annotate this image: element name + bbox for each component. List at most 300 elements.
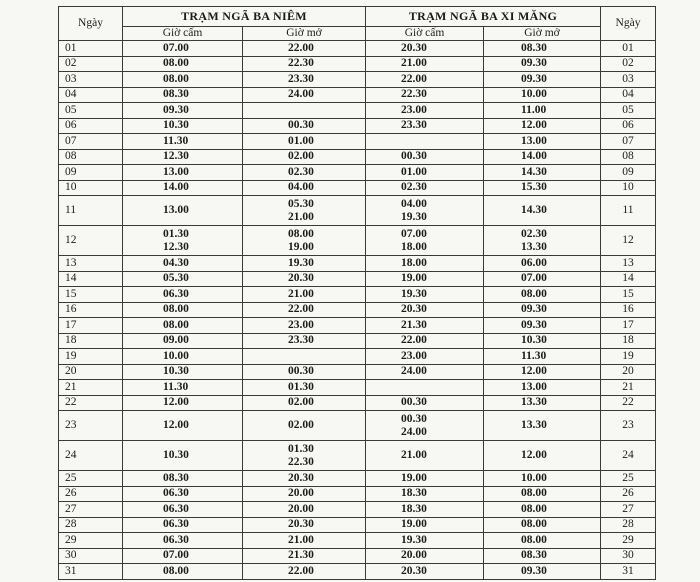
day-cell-right: 06 [601,118,656,134]
ximang-close-cell [366,180,484,196]
table-row [59,333,656,349]
time-value: 07.00 [163,41,189,54]
ximang-open-header: Giờ mở [484,27,601,41]
niem-open-cell [243,395,366,411]
niem-open-cell [243,502,366,518]
ximang-close-cell [366,226,484,256]
day-cell-left: 23 [59,411,123,441]
time-value: 10.00 [521,88,547,101]
ximang-close-cell [366,502,484,518]
niem-close-cell [123,441,243,471]
ximang-close-cell [366,471,484,487]
day-cell-left: 04 [59,87,123,103]
ximang-close-cell [366,548,484,564]
time-value: 07.00 [163,549,189,562]
time-value: 21.00 [288,210,314,223]
time-value: 07.00 [521,272,547,285]
table-row [59,411,656,441]
table-row [59,287,656,303]
niem-open-cell [243,134,366,150]
day-cell-left: 12 [59,226,123,256]
ximang-close-header: Giờ cấm [366,27,484,41]
ximang-close-cell [366,118,484,134]
time-value: 06.30 [163,533,189,546]
day-cell-right: 14 [601,271,656,287]
time-value: 08.30 [521,41,547,54]
ximang-close-cell [366,41,484,57]
time-value: 00.30 [401,396,427,409]
time-value: 11.30 [163,380,189,393]
time-value: 13.00 [521,380,547,393]
day-header-right: Ngày [601,7,656,41]
niem-close-cell [123,118,243,134]
table-row [59,271,656,287]
niem-open-cell [243,87,366,103]
time-value: 18.30 [401,502,427,515]
ximang-close-cell [366,349,484,365]
day-cell-right: 20 [601,364,656,380]
day-cell-left: 22 [59,395,123,411]
day-cell-left: 24 [59,441,123,471]
niem-close-cell [123,302,243,318]
ximang-open-cell [484,395,601,411]
time-value: 14.00 [521,150,547,163]
day-cell-right: 01 [601,41,656,57]
time-value: 22.00 [288,41,314,54]
niem-open-cell [243,271,366,287]
time-value: 20.00 [288,502,314,515]
time-value: 10.30 [163,449,189,461]
time-value: 19.00 [401,272,427,285]
table-row [59,149,656,165]
day-cell-right: 12 [601,226,656,256]
day-cell-left: 16 [59,302,123,318]
ximang-close-cell [366,441,484,471]
time-value: 08.00 [521,502,547,515]
niem-close-cell [123,271,243,287]
day-cell-left: 10 [59,180,123,196]
time-value: 12.00 [521,119,547,132]
niem-close-cell [123,564,243,580]
niem-close-cell [123,486,243,502]
niem-close-cell [123,165,243,181]
niem-close-cell [123,471,243,487]
day-cell-left: 09 [59,165,123,181]
time-value: 02.30 [288,165,314,178]
day-cell-left: 06 [59,118,123,134]
time-value: 20.30 [288,471,314,484]
ximang-close-cell [366,87,484,103]
niem-open-cell [243,165,366,181]
ximang-open-cell [484,87,601,103]
time-value: 21.30 [401,318,427,331]
day-cell-right: 22 [601,395,656,411]
ximang-close-cell [366,56,484,72]
time-value: 06.30 [163,518,189,531]
table-row [59,471,656,487]
time-value: 21.00 [401,449,427,461]
time-value: 19.30 [401,533,427,546]
day-cell-left: 18 [59,333,123,349]
day-cell-left: 29 [59,533,123,549]
time-value: 08.30 [521,549,547,562]
time-value: 00.30 [288,365,314,378]
table-row [59,364,656,380]
ximang-close-cell [366,333,484,349]
ximang-close-cell [366,72,484,88]
time-value: 22.30 [401,88,427,101]
day-cell-right: 24 [601,441,656,471]
niem-close-cell [123,333,243,349]
time-value: 00.30 [288,119,314,132]
niem-close-cell [123,56,243,72]
time-value: 23.30 [288,72,314,85]
day-cell-right: 19 [601,349,656,365]
day-cell-left: 07 [59,134,123,150]
day-cell-right: 17 [601,318,656,334]
time-value: 15.30 [521,181,547,194]
niem-open-cell [243,333,366,349]
table-row [59,103,656,119]
niem-close-cell [123,287,243,303]
ximang-close-cell [366,395,484,411]
niem-close-header: Giờ cấm [123,27,243,41]
niem-close-cell [123,256,243,272]
time-value: 14.00 [163,181,189,194]
niem-close-cell [123,134,243,150]
time-value: 02.00 [288,419,314,431]
time-value: 04.00 [401,197,427,210]
schedule-page [58,6,656,580]
ximang-open-cell [484,486,601,502]
niem-open-cell [243,411,366,441]
ximang-open-cell [484,165,601,181]
niem-open-cell [243,533,366,549]
time-value: 10.00 [163,349,189,362]
niem-close-cell [123,548,243,564]
time-value: 01.30 [288,442,314,455]
day-cell-right: 16 [601,302,656,318]
ximang-close-cell [366,134,484,150]
niem-open-cell [243,149,366,165]
time-value: 08.00 [288,227,314,240]
day-cell-right: 30 [601,548,656,564]
niem-open-cell [243,103,366,119]
day-cell-right: 26 [601,486,656,502]
day-cell-left: 21 [59,380,123,396]
time-value: 21.30 [288,549,314,562]
time-value: 19.30 [401,210,427,223]
table-row [59,165,656,181]
niem-close-cell [123,517,243,533]
table-row [59,349,656,365]
time-value: 04.00 [288,181,314,194]
ximang-open-cell [484,533,601,549]
table-row [59,486,656,502]
day-cell-left: 28 [59,517,123,533]
time-value: 21.00 [288,533,314,546]
time-value: 09.30 [521,318,547,331]
niem-close-cell [123,41,243,57]
niem-close-cell [123,226,243,256]
ximang-open-cell [484,364,601,380]
niem-close-cell [123,103,243,119]
time-value: 06.30 [163,287,189,300]
time-value: 20.30 [401,41,427,54]
ximang-close-cell [366,271,484,287]
ximang-open-cell [484,56,601,72]
time-value: 21.00 [288,287,314,300]
table-row [59,118,656,134]
time-value: 10.00 [521,471,547,484]
day-cell-left: 25 [59,471,123,487]
time-value: 23.30 [288,334,314,347]
day-cell-left: 11 [59,196,123,226]
time-value: 01.30 [163,227,189,240]
day-cell-right: 18 [601,333,656,349]
time-value: 08.00 [521,533,547,546]
day-cell-left: 30 [59,548,123,564]
day-cell-left: 13 [59,256,123,272]
time-value: 21.00 [401,57,427,70]
time-value: 02.30 [401,181,427,194]
niem-close-cell [123,149,243,165]
time-value: 12.00 [163,396,189,409]
niem-open-cell [243,118,366,134]
day-cell-left: 26 [59,486,123,502]
table-row [59,302,656,318]
table-row [59,72,656,88]
ximang-open-cell [484,41,601,57]
closure-schedule-table [58,6,656,580]
day-cell-right: 08 [601,149,656,165]
niem-close-cell [123,318,243,334]
time-value: 22.00 [288,564,314,577]
table-row [59,380,656,396]
ximang-open-cell [484,441,601,471]
niem-close-cell [123,72,243,88]
ximang-close-cell [366,196,484,226]
time-value: 01.00 [288,134,314,147]
day-cell-right: 25 [601,471,656,487]
time-value: 05.30 [288,197,314,210]
time-value: 22.00 [288,303,314,316]
time-value: 00.30 [401,150,427,163]
niem-open-cell [243,226,366,256]
day-cell-right: 11 [601,196,656,226]
time-value: 08.00 [163,318,189,331]
niem-close-cell [123,502,243,518]
ximang-close-cell [366,149,484,165]
niem-close-cell [123,380,243,396]
ximang-open-cell [484,318,601,334]
ximang-open-cell [484,196,601,226]
time-value: 08.30 [163,471,189,484]
niem-open-cell [243,302,366,318]
niem-open-cell [243,380,366,396]
ximang-open-cell [484,349,601,365]
niem-close-cell [123,533,243,549]
day-cell-left: 17 [59,318,123,334]
table-row [59,548,656,564]
day-cell-right: 07 [601,134,656,150]
time-value: 13.00 [163,165,189,178]
ximang-open-cell [484,564,601,580]
table-row [59,395,656,411]
time-value: 09.30 [521,303,547,316]
ximang-close-cell [366,302,484,318]
time-value: 09.30 [521,564,547,577]
table-row [59,180,656,196]
time-value: 13.30 [521,419,547,431]
time-value: 24.00 [288,88,314,101]
ximang-open-cell [484,72,601,88]
station-ximang-header: TRẠM NGÃ BA XI MĂNG [366,7,601,27]
ximang-open-cell [484,548,601,564]
day-cell-left: 15 [59,287,123,303]
day-cell-left: 27 [59,502,123,518]
time-value: 23.30 [401,119,427,132]
niem-open-cell [243,72,366,88]
time-value: 14.30 [521,165,547,178]
time-value: 01.00 [401,165,427,178]
time-value: 00.30 [401,412,427,425]
day-cell-right: 29 [601,533,656,549]
time-value: 18.00 [401,240,427,253]
ximang-open-cell [484,502,601,518]
niem-open-cell [243,41,366,57]
niem-open-cell [243,364,366,380]
niem-close-cell [123,87,243,103]
time-value: 10.30 [521,334,547,347]
niem-close-cell [123,411,243,441]
time-value: 18.30 [401,487,427,500]
time-value: 20.00 [401,549,427,562]
niem-open-cell [243,196,366,226]
day-cell-right: 04 [601,87,656,103]
day-cell-left: 05 [59,103,123,119]
time-value: 08.00 [163,57,189,70]
time-value: 06.30 [163,502,189,515]
day-cell-right: 28 [601,517,656,533]
ximang-open-cell [484,118,601,134]
day-cell-right: 02 [601,56,656,72]
ximang-open-cell [484,287,601,303]
niem-open-cell [243,349,366,365]
table-row [59,196,656,226]
time-value: 08.00 [163,303,189,316]
day-cell-left: 20 [59,364,123,380]
time-value: 08.00 [521,487,547,500]
niem-close-cell [123,180,243,196]
time-value: 14.30 [521,204,547,216]
table-row [59,56,656,72]
ximang-open-cell [484,226,601,256]
time-value: 20.30 [288,272,314,285]
time-value: 22.00 [401,72,427,85]
niem-open-cell [243,441,366,471]
time-value: 08.00 [521,518,547,531]
niem-open-cell [243,318,366,334]
ximang-close-cell [366,103,484,119]
time-value: 22.30 [288,57,314,70]
time-value: 08.30 [163,88,189,101]
day-cell-right: 05 [601,103,656,119]
ximang-open-cell [484,134,601,150]
day-cell-right: 09 [601,165,656,181]
niem-close-cell [123,364,243,380]
day-cell-left: 08 [59,149,123,165]
table-row [59,564,656,580]
table-row [59,533,656,549]
time-value: 23.00 [401,349,427,362]
ximang-close-cell [366,364,484,380]
ximang-close-cell [366,486,484,502]
ximang-open-cell [484,411,601,441]
time-value: 23.00 [288,318,314,331]
time-value: 13.00 [163,204,189,216]
time-value: 02.30 [521,227,547,240]
time-value: 18.00 [401,256,427,269]
niem-close-cell [123,196,243,226]
time-value: 02.00 [288,150,314,163]
day-cell-right: 23 [601,411,656,441]
day-cell-right: 13 [601,256,656,272]
time-value: 05.30 [163,272,189,285]
day-header-left: Ngày [59,7,123,41]
day-cell-right: 03 [601,72,656,88]
time-value: 19.00 [401,471,427,484]
niem-open-cell [243,486,366,502]
ximang-close-cell [366,533,484,549]
time-value: 01.30 [288,380,314,393]
table-row [59,41,656,57]
time-value: 09.30 [163,103,189,116]
ximang-open-cell [484,517,601,533]
ximang-open-cell [484,271,601,287]
day-cell-right: 10 [601,180,656,196]
day-cell-left: 03 [59,72,123,88]
ximang-open-cell [484,302,601,318]
time-value: 12.00 [163,419,189,431]
ximang-open-cell [484,149,601,165]
time-value: 08.00 [521,287,547,300]
time-value: 09.00 [163,334,189,347]
ximang-close-cell [366,256,484,272]
table-row [59,226,656,256]
niem-open-cell [243,564,366,580]
day-cell-right: 31 [601,564,656,580]
time-value: 24.00 [401,365,427,378]
day-cell-left: 02 [59,56,123,72]
niem-open-header: Giờ mở [243,27,366,41]
time-value: 12.00 [521,365,547,378]
time-value: 11.00 [521,103,547,116]
time-value: 13.00 [521,134,547,147]
ximang-close-cell [366,380,484,396]
time-value: 11.30 [521,349,547,362]
table-row [59,134,656,150]
ximang-close-cell [366,411,484,441]
ximang-close-cell [366,517,484,533]
time-value: 06.30 [163,487,189,500]
time-value: 12.30 [163,240,189,253]
time-value: 12.30 [163,150,189,163]
time-value: 02.00 [288,396,314,409]
time-value: 20.00 [288,487,314,500]
niem-open-cell [243,180,366,196]
time-value: 09.30 [521,72,547,85]
